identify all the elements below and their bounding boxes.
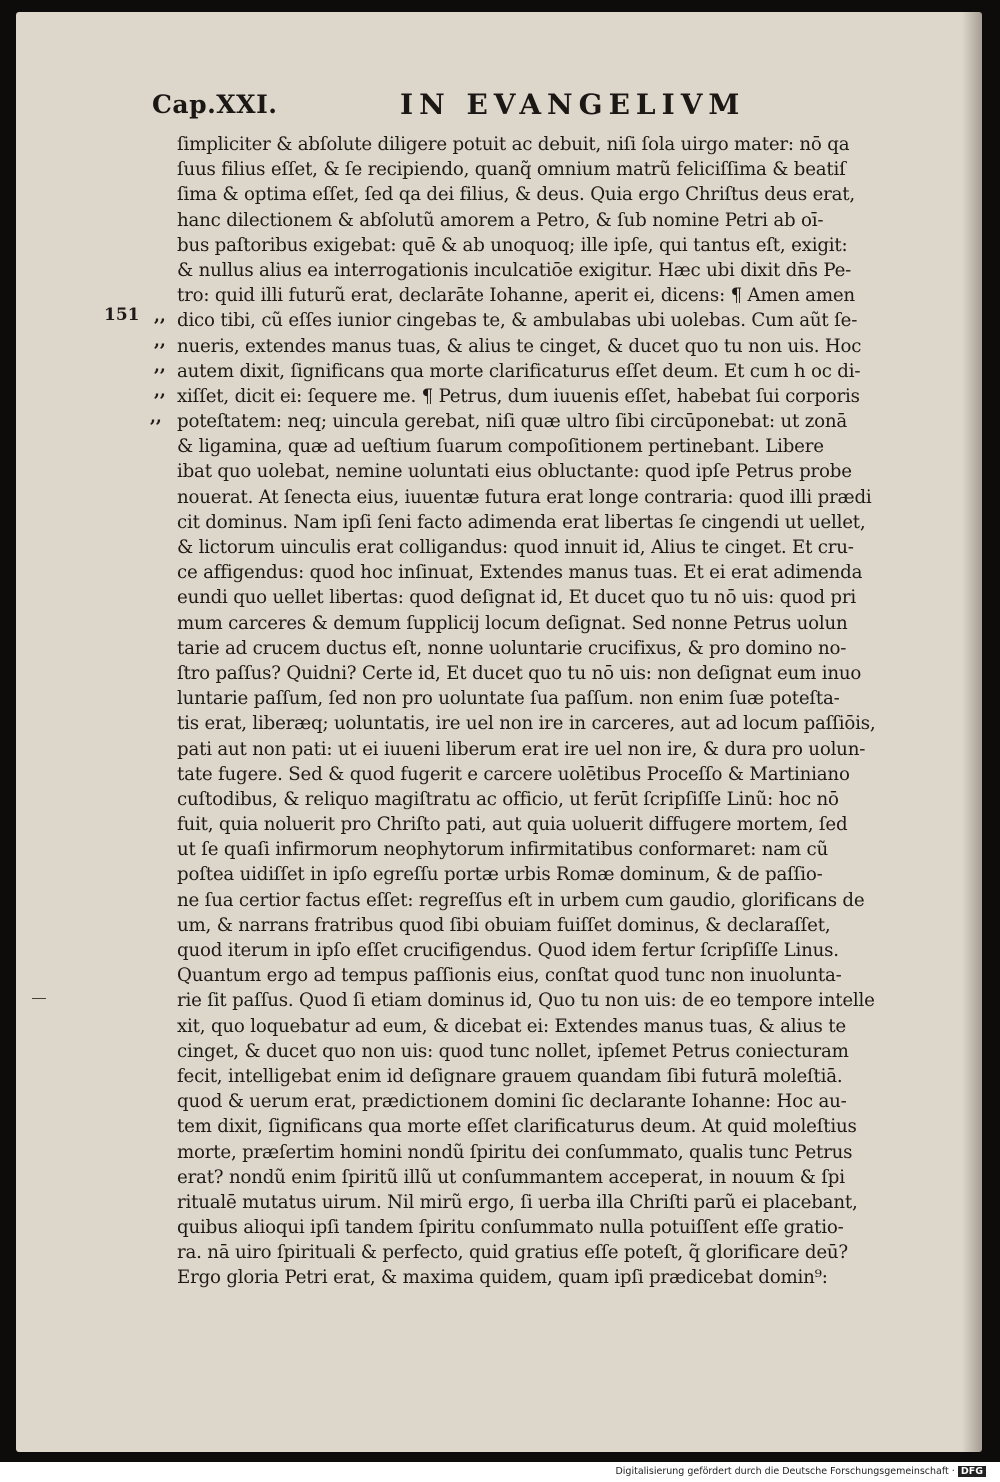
text-line: ne ſua certior factus eſſet: regreſſus eſt in urbem cum gaudio, glorificans de [177,889,865,911]
margin-quote-mark: ,, [150,407,162,427]
text-line: dico tibi, cũ eſſes iunior cingebas te, & ambulabas ubi uolebas. Cum aũt ſe- [177,310,858,332]
text-line: pati aut non pati: ut ei iuueni liberum erat ire uel non ire, & dura pro uolun- [177,738,866,760]
text-line: xit, quo loquebatur ad eum, & dicebat ei: Extendes manus tuas, & alius te [177,1015,846,1037]
credit-text: Digitalisierung gefördert durch die Deutsche Forschungsgemeinschaft · [615,1466,955,1477]
text-line: luntarie paſſum, ſed non pro uoluntate ſua paſſum. non enim ſuæ poteſta- [177,688,840,710]
text-line: erat? nondũ enim ſpiritũ illũ ut conſummantem acceperat, in nouum & ſpi [177,1166,845,1188]
text-line: tate fugere. Sed & quod fugerit e carcere uolētibus Proceſſo & Martiniano [177,763,850,785]
chapter-heading: Cap.XXI. [152,90,278,119]
margin-page-number: 151 [104,305,140,325]
text-line: mum carceres & demum ſupplicij locum deſignat. Sed nonne Petrus uolun [177,612,848,634]
text-line: ſimpliciter & abſolute diligere potuit ac debuit, niſi ſola uirgo mater: nō qa [177,134,850,155]
text-line: quod iterum in ipſo eſſet crucifigendus. Quod idem fertur ſcripſiſſe Linus. [177,940,839,961]
text-line: tis erat, liberæq; uoluntatis, ire uel non ire in carceres, aut ad locum paſſiōis, [177,713,876,735]
text-line: poteſtatem: neq; uincula gerebat, niſi quæ ultro ſibi circūponebat: ut zonā [177,411,848,433]
text-line: um, & narrans fratribus quod ſibi obuiam fuiſſet dominus, & declaraſſet, [177,914,831,936]
text-line: tem dixit, ſignificans qua morte eſſet clarificaturus deum. At quid moleſtius [177,1116,857,1138]
text-line: tarie ad crucem ductus eſt, nonne uoluntarie crucifixus, & pro domino no- [177,637,847,659]
text-line: nouerat. At ſenecta eius, iuuentæ futura erat longe contraria: quod illi prædi [177,486,872,508]
text-line: & lictorum uinculis erat colligandus: quod innuit id, Alius te cinget. Et cru- [177,537,854,558]
margin-quote-mark: ,, [154,306,166,326]
margin-quote-mark: ,, [154,331,166,351]
margin-quote-mark: ,, [154,381,166,401]
running-title: IN EVANGELIVM [400,88,746,121]
digitization-credit [615,1466,986,1477]
text-line: bus paſtoribus exigebat: quē & ab unoquoq; ille ipſe, qui tantus eſt, exigit: [177,234,848,256]
dfg-logo: DFG [958,1466,986,1477]
text-line: autem dixit, ſignificans qua morte clarificaturus eſſet deum. Et cum h oc di- [177,360,861,382]
margin-rule [32,998,46,999]
text-line: ſuus filius eſſet, & ſe recipiendo, quanq̃ omnium matrũ feliciſſima & beatiſ [177,159,846,181]
text-line: ra. nā uiro ſpirituali & perfecto, quid gratius eſſe poteſt, q̃ glorificare deū? [177,1242,848,1264]
text-line: hanc dilectionem & abſolutũ amorem a Petro, & ſub nomine Petri ab oī- [177,209,824,231]
text-line: ſtro paſſus? Quidni? Certe id, Et ducet quo tu nō uis: non deſignat eum inuo [177,662,862,684]
text-line: xiſſet, dicit ei: ſequere me. ¶ Petrus, dum iuuenis eſſet, habebat ſui corporis [177,385,860,407]
text-line: ce affigendus: quod hoc inſinuat, Extendes manus tuas. Et ei erat adimenda [177,562,863,584]
text-line: fecit, intelligebat enim id deſignare grauem quandam ſibi futurā moleſtiā. [177,1065,843,1087]
text-line: cuſtodibus, & reliquo magiſtratu ac officio, ut ferūt ſcripſiſſe Linũ: hoc nō [177,788,839,810]
text-line: nueris, extendes manus tuas, & alius te cinget, & ducet quo tu non uis. Hoc [177,335,862,357]
text-line: morte, præſertim homini nondũ ſpiritu dei conſummato, qualis tunc Petrus [177,1141,853,1163]
body-text [177,132,917,1291]
text-line: Quantum ergo ad tempus paſſionis eius, conſtat quod tunc non inuolunta- [177,965,842,987]
text-line: cit dominus. Nam ipſi ſeni facto adimenda erat libertas ſe cingendi ut uellet, [177,511,866,533]
text-line: ibat quo uolebat, nemine uoluntati eius obluctante: quod ipſe Petrus probe [177,461,852,483]
text-line: Ergo gloria Petri erat, & maxima quidem, quam ipſi prædicebat domin⁹: [177,1267,828,1289]
text-line: ritualē mutatus uirum. Nil mirũ ergo, ſi uerba illa Chriſti parũ ei placebant, [177,1191,858,1213]
text-line: quod & uerum erat, prædictionem domini ſic declarante Iohanne: Hoc au- [177,1091,847,1113]
text-line: quibus alioqui ipſi tandem ſpiritu conſummato nulla potuiſſent eſſe gratio- [177,1217,844,1239]
text-line: & nullus alius ea interrogationis inculcatiōe exigitur. Hæc ubi dixit dn̄s Pe- [177,259,852,281]
text-line: poſtea uidiſſet in ipſo egreſſu portæ urbis Romæ dominum, & de paſſio- [177,864,823,886]
text-line: & ligamina, quæ ad ueſtium ſuarum compoſitionem pertinebant. Libere [177,436,824,458]
text-line: ſima & optima eſſet, ſed qa dei filius, & deus. Quia ergo Chriſtus deus erat, [177,184,855,206]
text-line: ut ſe quaſi infirmorum neophytorum infirmitatibus conformaret: nam cũ [177,839,829,861]
text-line: cinget, & ducet quo non uis: quod tunc nollet, ipſemet Petrus coniecturam [177,1040,849,1062]
margin-quote-mark: ,, [154,356,166,376]
text-line: eundi quo uellet libertas: quod deſignat id, Et ducet quo tu nō uis: quod pri [177,587,856,609]
text-line: rie ſit paſſus. Quod ſi etiam dominus id, Quo tu non uis: de eo tempore intelle [177,990,875,1012]
text-line: fuit, quia noluerit pro Chriſto pati, aut quia uoluerit diffugere mortem, ſed [177,814,848,836]
text-line: tro: quid illi futurũ erat, declarāte Iohanne, aperit ei, dicens: ¶ Amen amen [177,285,855,307]
